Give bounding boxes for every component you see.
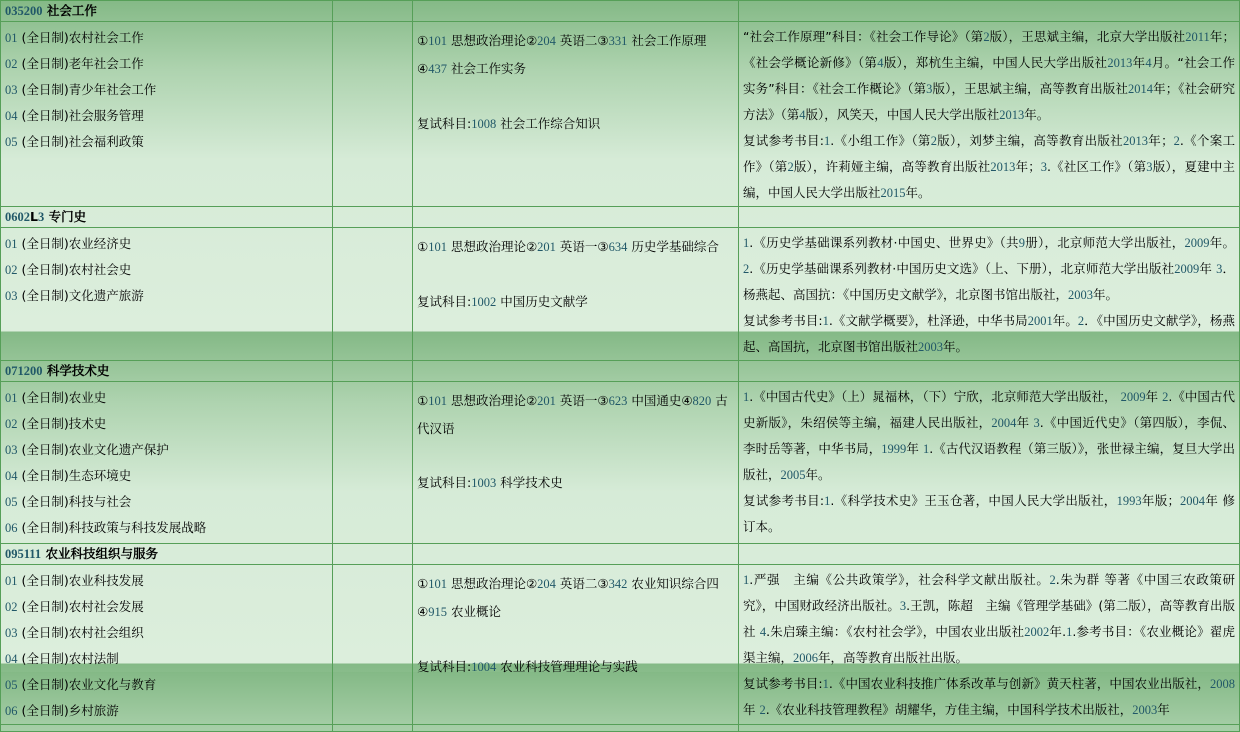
section-code-title: 071200 科学技术史 (1, 361, 333, 382)
program-list (5, 565, 328, 724)
program-item: 04 (全日制)农村法制 (5, 651, 119, 666)
program-list (5, 228, 328, 309)
exam-subjects-cell (413, 565, 739, 725)
program-list (5, 382, 328, 541)
section-code-title: 035200 社会工作 (1, 1, 333, 22)
empty-cell (333, 361, 413, 382)
empty-cell (413, 1, 739, 22)
empty-cell (413, 725, 739, 732)
retest-reference-text: 复试参考书目:1.《科学技术史》王玉仓著，中国人民大学出版社，1993年版；2004年 修订本。 (743, 493, 1235, 534)
program-item: 01 (全日制)农业科技发展 (5, 573, 144, 588)
exam-subjects-text: ①101 思想政治理论②201 英语一③634 历史学基础综合 (417, 239, 719, 254)
program-item: 06 (全日制)乡村旅游 (5, 703, 119, 718)
program-item: 04 (全日制)社会服务管理 (5, 108, 144, 123)
program-item: 05 (全日制)农业文化与教育 (5, 677, 157, 692)
empty-cell (333, 22, 413, 207)
program-item: 04 (全日制)生态环境史 (5, 468, 132, 483)
retest-reference-text: 复试参考书目:1.《文献学概要》，杜泽逊，中华书局2001年。2．《中国历史文献学》，杨燕起、高国抗，北京图书馆出版社2003年。 (743, 313, 1235, 354)
retest-reference-text: 复试参考书目:1.《中国农业科技推广体系改革与创新》黄天柱著，中国农业出版社，2008年 2.《农业科技管理教程》胡耀华，方佳主编，中国科学技术出版社，2003年 (743, 676, 1235, 717)
section-body-row (1, 565, 1240, 725)
reference-text: 1.《历史学基础课系列教材·中国史、世界史》（共9册），北京师范大学出版社，2009年。2.《历史学基础课系列教材·中国历史文选》（上、下册），北京师范大学出版社2009年 3．杨燕起、高国抗：《中国历史文献学》，北京图书馆出版社，2003年。 (743, 235, 1235, 302)
retest-subject-text: 复试科目:1003 科学技术史 (417, 475, 563, 490)
reference-text: “社会工作原理”科目：《社会工作导论》（第2版），王思斌主编，北京大学出版社2011年；《社会学概论新修》（第4版），郑杭生主编，中国人民大学出版社2013年4月。“社会工作实务”科目：《社会工作概论》（第3版），王思斌主编，高等教育出版社2014年；《社会研究方法》（第4版），风笑天，中国人民大学出版社2013年。 (743, 29, 1235, 122)
program-item: 06 (全日制)科技政策与科技发展战略 (5, 520, 207, 535)
exam-subjects-cell (413, 228, 739, 361)
program-item: 03 (全日制)农业文化遗产保护 (5, 442, 169, 457)
retest-subject-text: 复试科目:1002 中国历史文献学 (417, 294, 588, 309)
program-item: 02 (全日制)农村社会史 (5, 262, 132, 277)
program-item: 03 (全日制)青少年社会工作 (5, 82, 157, 97)
exam-subjects-text: ①101 思想政治理论②204 英语二③331 社会工作原理④437 社会工作实务 (417, 33, 707, 76)
program-item: 02 (全日制)老年社会工作 (5, 56, 144, 71)
exam-subjects-text: ①101 思想政治理论②204 英语二③342 农业知识综合四④915 农业概论 (417, 576, 719, 619)
retest-reference-text: 复试参考书目:1.《小组工作》（第2版），刘梦主编，高等教育出版社2013年；2.《个案工作》（第2版），许莉娅主编，高等教育出版社2013年；3.《社区工作》（第3版），夏建中主编，中国人民大学出版社2015年。 (743, 133, 1235, 200)
program-list-cell (1, 228, 333, 361)
program-item: 02 (全日制)农村社会发展 (5, 599, 144, 614)
empty-cell (739, 725, 1240, 732)
retest-subject-text: 复试科目:1008 社会工作综合知识 (417, 116, 601, 131)
reference-books-cell (739, 382, 1240, 544)
empty-cell (1, 725, 333, 732)
program-item: 01 (全日制)农业史 (5, 390, 107, 405)
section-body-row (1, 22, 1240, 207)
program-item: 03 (全日制)农村社会组织 (5, 625, 144, 640)
empty-cell (333, 725, 413, 732)
empty-cell (413, 361, 739, 382)
exam-subjects-cell (413, 382, 739, 544)
program-list-cell (1, 22, 333, 207)
empty-cell (333, 544, 413, 565)
reference-text: 1.严强 主编《公共政策学》，社会科学文献出版社。2.朱为群 等著《中国三农政策研究》，中国财政经济出版社。3.王凯，陈超 主编《管理学基础》(第二版），高等教育出版社 4.朱启臻主编：《农村社会学》，中国农业出版社2002年.1.参考书目：《农业概论》翟虎渠主编，2006年，高等教育出版社出版。 (743, 572, 1235, 665)
empty-cell (333, 382, 413, 544)
next-section-partial-row (1, 725, 1240, 732)
empty-cell (413, 544, 739, 565)
program-item: 01 (全日制)农业经济史 (5, 236, 132, 251)
program-item: 01 (全日制)农村社会工作 (5, 30, 144, 45)
reference-text: 1.《中国古代史》（上）晁福林，（下）宁欣，北京师范大学出版社， 2009年 2.《中国古代史新版》，朱绍侯等主编，福建人民出版社，2004年 3.《中国近代史》（第四版），李侃、李时岳等著，中华书局，1999年 1.《古代汉语教程（第三版）》，张世禄主编，复旦大学出版社，2005年。 (743, 389, 1235, 482)
exam-subjects-text: ①101 思想政治理论②201 英语一③623 中国通史④820 古代汉语 (417, 393, 728, 436)
section-header-row (1, 361, 1240, 382)
section-code-title: 0602L3 专门史 (1, 207, 333, 228)
retest-subject-text: 复试科目:1004 农业科技管理理论与实践 (417, 659, 638, 674)
reference-books-cell (739, 22, 1240, 207)
exam-subjects-cell (413, 22, 739, 207)
reference-books-cell (739, 565, 1240, 725)
section-code-title: 095111 农业科技组织与服务 (1, 544, 333, 565)
section-body-row (1, 382, 1240, 544)
empty-cell (333, 565, 413, 725)
empty-cell (333, 1, 413, 22)
section-header-row (1, 1, 1240, 22)
section-body-row (1, 228, 1240, 361)
program-list-cell (1, 565, 333, 725)
empty-cell (333, 228, 413, 361)
program-item: 03 (全日制)文化遗产旅游 (5, 288, 144, 303)
section-header-row (1, 544, 1240, 565)
empty-cell (739, 544, 1240, 565)
program-item: 02 (全日制)技术史 (5, 416, 107, 431)
empty-cell (739, 1, 1240, 22)
empty-cell (739, 361, 1240, 382)
empty-cell (413, 207, 739, 228)
program-item: 05 (全日制)科技与社会 (5, 494, 132, 509)
program-item: 05 (全日制)社会福利政策 (5, 134, 144, 149)
empty-cell (333, 207, 413, 228)
reference-books-cell (739, 228, 1240, 361)
empty-cell (739, 207, 1240, 228)
program-list (5, 22, 328, 155)
program-list-cell (1, 382, 333, 544)
section-header-row (1, 207, 1240, 228)
